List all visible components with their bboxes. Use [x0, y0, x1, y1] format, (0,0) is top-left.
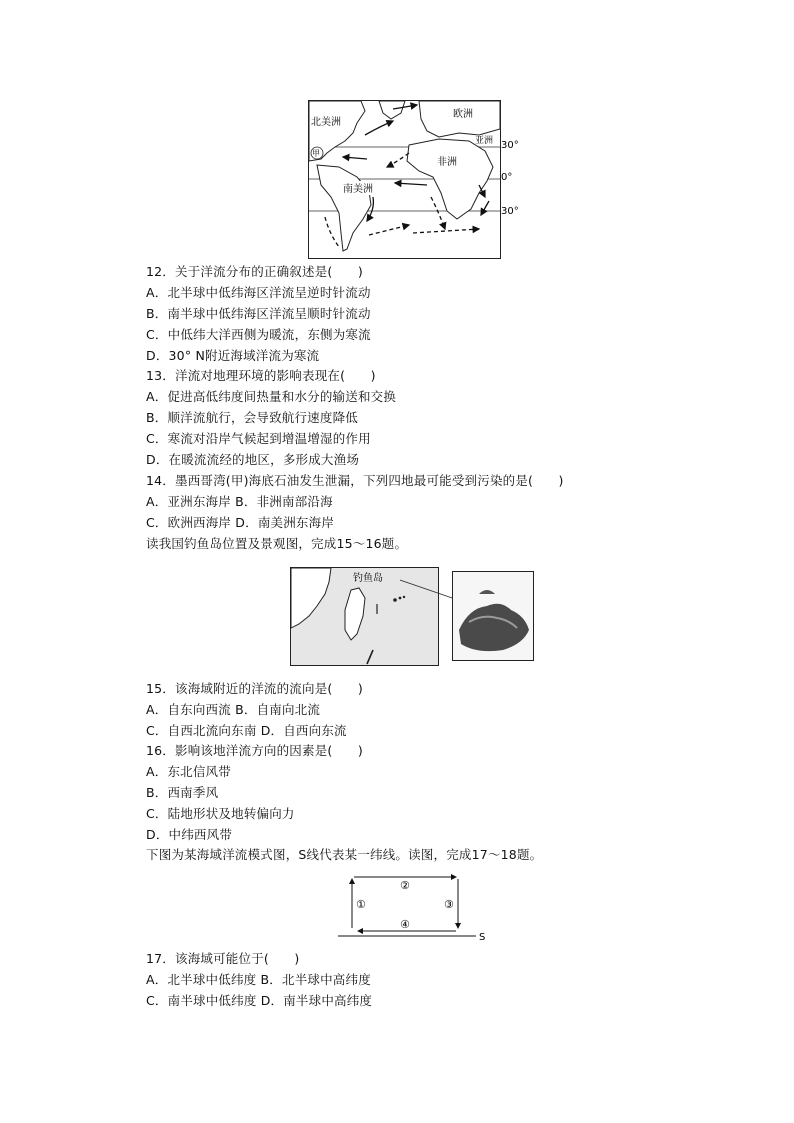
- south-america-shape: [317, 165, 371, 251]
- q12-stem: 12．关于洋流分布的正确叙述是( ): [146, 264, 363, 279]
- greenland-shape: [379, 101, 405, 119]
- label-lat-30n: 30°: [501, 140, 519, 151]
- q12-option-b: B．南半球中低纬海区洋流呈顺时针流动: [146, 306, 371, 321]
- q13-stem: 13．洋流对地理环境的影响表现在( ): [146, 368, 376, 383]
- current-mark-2: [367, 650, 373, 664]
- diaoyu-photo-svg: [453, 572, 533, 660]
- q15-stem: 15．该海域附近的洋流的流向是( ): [146, 681, 363, 696]
- q13-option-b: B．顺洋流航行，会导致航行速度降低: [146, 410, 358, 425]
- diaoyu-island-dot-1: [393, 598, 397, 602]
- q12-option-d: D．30° N附近海域洋流为寒流: [146, 348, 320, 363]
- east-africa-arrow-2: [481, 201, 489, 215]
- atlantic-currents-map: [308, 100, 501, 259]
- label-s: S: [479, 932, 486, 941]
- label-current-3: ③: [444, 898, 454, 911]
- q13-option-a: A．促进高低纬度间热量和水分的输送和交换: [146, 389, 397, 404]
- atlantic-map-svg: [309, 101, 500, 258]
- south-equatorial-arrow: [395, 183, 427, 185]
- label-north-america: 北美洲: [311, 117, 341, 128]
- label-europe: 欧洲: [453, 109, 473, 120]
- q14-stem: 14．墨西哥湾(甲)海底石油发生泄漏，下列四地最可能受到污染的是( ): [146, 473, 564, 488]
- label-diaoyu: 钓鱼岛: [353, 573, 383, 584]
- benguela-current-arrow: [431, 197, 445, 229]
- q17-stem: 17．该海域可能位于( ): [146, 951, 300, 966]
- north-atlantic-drift-arrow: [365, 121, 393, 135]
- label-south-america: 南美洲: [343, 184, 373, 195]
- q15-options-cd: C．自西北流向东南 D．自西向东流: [146, 723, 347, 738]
- q12-option-c: C．中低纬大洋西侧为暖流，东侧为寒流: [146, 327, 371, 342]
- gyre-svg: [338, 873, 488, 941]
- ocean-current-pattern-diagram: [338, 873, 488, 941]
- taiwan-shape: [345, 588, 365, 640]
- mainland-china-shape: [291, 568, 331, 628]
- label-africa: 非洲: [437, 157, 457, 168]
- north-equatorial-arrow: [343, 157, 367, 159]
- q17-options-cd: C．南半球中低纬度 D．南半球中高纬度: [146, 993, 373, 1008]
- q17-options-ab: A．北半球中低纬度 B．北半球中高纬度: [146, 972, 371, 987]
- q16-option-d: D．中纬西风带: [146, 827, 233, 842]
- label-asia: 亚洲: [475, 136, 494, 146]
- falkland-current-arrow: [325, 217, 339, 247]
- q16-option-b: B．西南季风: [146, 785, 219, 800]
- q12-option-a: A．北半球中低纬海区洋流呈逆时针流动: [146, 285, 371, 300]
- q16-stem: 16．影响该地洋流方向的因素是( ): [146, 743, 363, 758]
- west-wind-drift-arrow: [369, 225, 409, 235]
- canary-current-arrow: [387, 153, 409, 167]
- label-current-1: ①: [356, 898, 366, 911]
- label-current-4: ④: [400, 918, 410, 931]
- label-jia: 甲: [312, 149, 320, 158]
- q14-options-cd: C．欧洲西海岸 D．南美洲东海岸: [146, 515, 335, 530]
- west-wind-drift-east-arrow: [413, 229, 479, 233]
- q14-options-ab: A．亚洲东海岸 B．非洲南部沿海: [146, 494, 333, 509]
- label-current-2: ②: [400, 879, 410, 892]
- diaoyu-island-photo: [452, 571, 534, 661]
- q16-option-a: A．东北信风带: [146, 764, 231, 779]
- intro-q15-16: 读我国钓鱼岛位置及景观图，完成15～16题。: [146, 536, 408, 551]
- label-lat-0: 0°: [501, 172, 513, 183]
- latitude-labels: [500, 136, 524, 220]
- q13-option-d: D．在暖流流经的地区，多形成大渔场: [146, 452, 360, 467]
- q15-options-ab: A．自东向西流 B．自南向北流: [146, 702, 321, 717]
- q13-option-c: C．寒流对沿岸气候起到增温增湿的作用: [146, 431, 371, 446]
- label-lat-30s: 30°: [501, 206, 519, 217]
- q16-option-c: C．陆地形状及地转偏向力: [146, 806, 295, 821]
- intro-q17-18: 下图为某海域洋流模式图，S线代表某一纬线。读图，完成17～18题。: [146, 847, 543, 862]
